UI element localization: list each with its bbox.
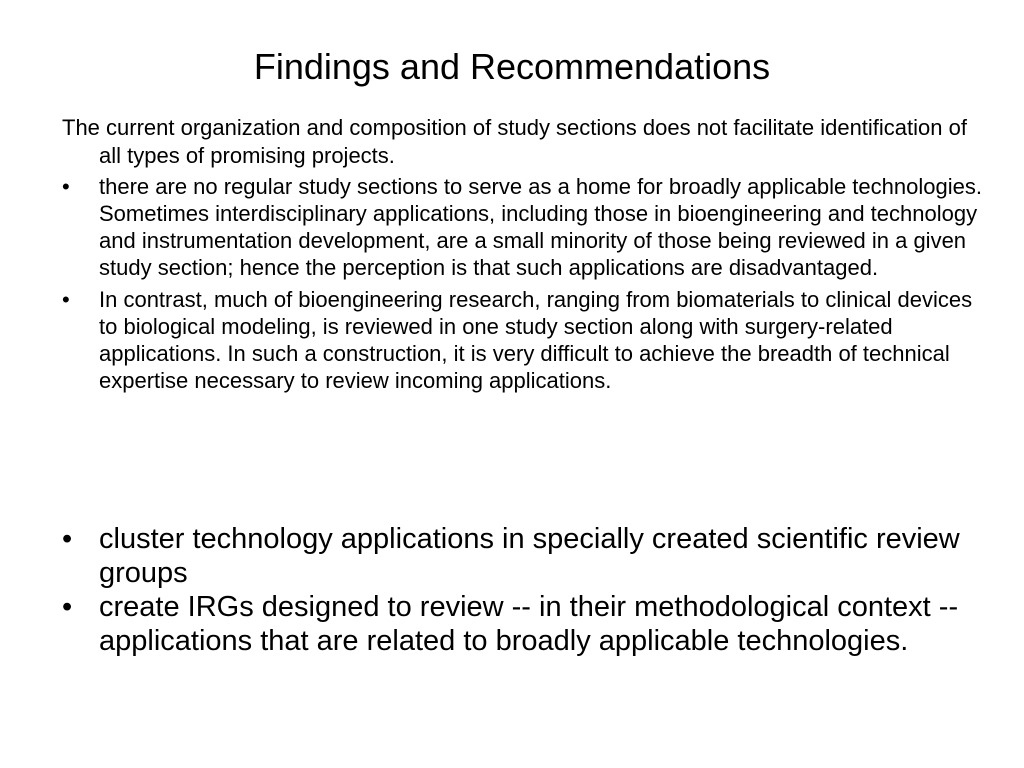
findings-item-text: In contrast, much of bioengineering research, ranging from biomaterials to clinical devices to biological modeling, is reviewed in one study section along with surgery-related applications. In such a construction, it is very difficult to achieve the breadth of technical expertise necessary to review incoming applications. — [99, 287, 973, 393]
bullet-icon: • — [62, 174, 70, 199]
findings-intro: The current organization and composition of study sections does not facilitate identification of all types of promising projects. — [62, 115, 967, 168]
recommendations-list — [62, 522, 982, 658]
findings-item-text: there are no regular study sections to serve as a home for broadly applicable technologies. Sometimes interdisciplinary applications, including those in bioengineering and technology and instrumentation development, are a small minority of those being reviewed in a given study section; hence the perception is that such applications are disadvantaged. — [99, 174, 982, 280]
recommendation-item-text: create IRGs designed to review -- in their methodological context -- applications that are related to broadly applicable technologies. — [99, 591, 959, 657]
bullet-icon: • — [62, 591, 73, 623]
recommendation-item — [62, 590, 982, 658]
bullet-icon: • — [62, 287, 70, 312]
findings-section — [62, 114, 982, 399]
bullet-icon: • — [62, 523, 73, 555]
findings-item — [62, 173, 982, 281]
recommendation-item — [62, 522, 982, 590]
recommendation-item-text: cluster technology applications in specially created scientific review groups — [99, 523, 960, 589]
findings-list — [62, 173, 982, 394]
slide-title: Findings and Recommendations — [253, 46, 771, 87]
findings-item — [62, 286, 982, 394]
